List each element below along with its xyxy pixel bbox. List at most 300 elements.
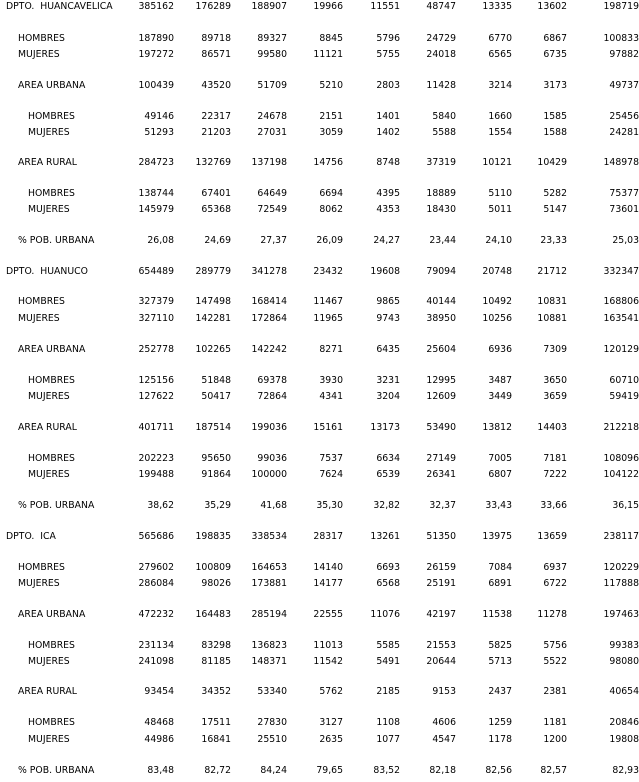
- row-cell: 125156: [138, 375, 174, 386]
- row-cell: 51350: [426, 531, 456, 542]
- row-cell: 136823: [251, 640, 287, 651]
- row-cell: 2635: [319, 734, 343, 745]
- row-cell: 43520: [201, 80, 231, 91]
- row-cell: 385162: [138, 1, 174, 12]
- row-cell: 13173: [370, 422, 400, 433]
- row-cell: 79,65: [316, 765, 343, 776]
- row-cell: 3059: [319, 127, 343, 138]
- row-cell: 6694: [319, 188, 343, 199]
- row-cell: 6770: [488, 33, 512, 44]
- row-cell: 13812: [482, 422, 512, 433]
- row-label: HOMBRES: [28, 640, 75, 651]
- row-cell: 25191: [426, 578, 456, 589]
- row-cell: 13261: [370, 531, 400, 542]
- row-cell: 7005: [488, 453, 512, 464]
- table-row: [0, 343, 639, 357]
- row-cell: 9743: [376, 313, 400, 324]
- table-row: [0, 79, 639, 93]
- row-label: HOMBRES: [28, 375, 75, 386]
- row-cell: 33,66: [540, 500, 567, 511]
- row-label: HOMBRES: [18, 33, 65, 44]
- row-cell: 4353: [376, 204, 400, 215]
- row-cell: 44986: [144, 734, 174, 745]
- row-cell: 231134: [138, 640, 174, 651]
- row-cell: 241098: [138, 656, 174, 667]
- row-cell: 75377: [609, 188, 639, 199]
- row-cell: 142242: [251, 344, 287, 355]
- row-cell: 187514: [195, 422, 231, 433]
- row-cell: 173881: [251, 578, 287, 589]
- row-label: AREA RURAL: [18, 422, 77, 433]
- row-cell: 14756: [313, 157, 343, 168]
- row-cell: 1585: [543, 111, 567, 122]
- row-cell: 11551: [370, 1, 400, 12]
- row-cell: 20748: [482, 266, 512, 277]
- row-cell: 89327: [257, 33, 287, 44]
- row-cell: 14403: [537, 422, 567, 433]
- row-cell: 72549: [257, 204, 287, 215]
- row-cell: 19608: [370, 266, 400, 277]
- row-cell: 327110: [138, 313, 174, 324]
- row-cell: 34352: [201, 686, 231, 697]
- table-row: [0, 764, 639, 778]
- row-cell: 289779: [195, 266, 231, 277]
- row-cell: 98026: [201, 578, 231, 589]
- row-cell: 138744: [138, 188, 174, 199]
- row-cell: 5588: [432, 127, 456, 138]
- table-row: [0, 421, 639, 435]
- row-cell: 8271: [319, 344, 343, 355]
- row-cell: 8748: [376, 157, 400, 168]
- row-cell: 82,93: [612, 765, 639, 776]
- row-cell: 168414: [251, 296, 287, 307]
- row-cell: 5585: [376, 640, 400, 651]
- row-cell: 6565: [488, 49, 512, 60]
- row-cell: 1077: [376, 734, 400, 745]
- row-cell: 38950: [426, 313, 456, 324]
- row-cell: 8845: [319, 33, 343, 44]
- row-cell: 6435: [376, 344, 400, 355]
- row-cell: 36,15: [612, 500, 639, 511]
- row-label: MUJERES: [18, 578, 60, 589]
- row-cell: 12609: [426, 391, 456, 402]
- row-cell: 2803: [376, 80, 400, 91]
- row-cell: 84,24: [260, 765, 287, 776]
- row-cell: 104122: [603, 469, 639, 480]
- row-cell: 35,30: [316, 500, 343, 511]
- row-cell: 25,03: [612, 235, 639, 246]
- row-cell: 120229: [603, 562, 639, 573]
- table-row: [0, 716, 639, 730]
- row-cell: 18430: [426, 204, 456, 215]
- row-cell: 28317: [313, 531, 343, 542]
- row-cell: 285194: [251, 609, 287, 620]
- row-label: AREA RURAL: [18, 157, 77, 168]
- row-cell: 148371: [251, 656, 287, 667]
- row-cell: 99580: [257, 49, 287, 60]
- row-cell: 53340: [257, 686, 287, 697]
- row-cell: 25604: [426, 344, 456, 355]
- row-cell: 3127: [319, 717, 343, 728]
- row-cell: 100000: [251, 469, 287, 480]
- row-cell: 82,72: [204, 765, 231, 776]
- row-cell: 3214: [488, 80, 512, 91]
- table-row: [0, 312, 639, 326]
- row-cell: 99036: [257, 453, 287, 464]
- row-cell: 79094: [426, 266, 456, 277]
- row-cell: 72864: [257, 391, 287, 402]
- row-cell: 341278: [251, 266, 287, 277]
- row-cell: 7624: [319, 469, 343, 480]
- row-cell: 12995: [426, 375, 456, 386]
- row-cell: 40144: [426, 296, 456, 307]
- row-cell: 26159: [426, 562, 456, 573]
- table-row: [0, 203, 639, 217]
- row-cell: 164483: [195, 609, 231, 620]
- row-cell: 13335: [482, 1, 512, 12]
- row-cell: 27,37: [260, 235, 287, 246]
- row-cell: 565686: [138, 531, 174, 542]
- row-cell: 19808: [609, 734, 639, 745]
- row-cell: 10881: [537, 313, 567, 324]
- row-cell: 2185: [376, 686, 400, 697]
- row-cell: 147498: [195, 296, 231, 307]
- row-label: MUJERES: [28, 391, 70, 402]
- row-cell: 1108: [376, 717, 400, 728]
- row-cell: 53490: [426, 422, 456, 433]
- row-cell: 11538: [482, 609, 512, 620]
- row-cell: 27031: [257, 127, 287, 138]
- table-row: [0, 187, 639, 201]
- table-row: [0, 468, 639, 482]
- row-cell: 37319: [426, 157, 456, 168]
- row-cell: 3930: [319, 375, 343, 386]
- row-cell: 401711: [138, 422, 174, 433]
- row-cell: 97882: [609, 49, 639, 60]
- row-cell: 24018: [426, 49, 456, 60]
- row-cell: 16841: [201, 734, 231, 745]
- row-cell: 238117: [603, 531, 639, 542]
- row-label: MUJERES: [28, 734, 70, 745]
- row-cell: 3659: [543, 391, 567, 402]
- row-cell: 82,57: [540, 765, 567, 776]
- row-cell: 197463: [603, 609, 639, 620]
- row-cell: 65368: [201, 204, 231, 215]
- row-label: HOMBRES: [18, 562, 65, 573]
- row-cell: 11121: [313, 49, 343, 60]
- row-cell: 32,37: [429, 500, 456, 511]
- row-cell: 26,08: [147, 235, 174, 246]
- row-cell: 100833: [603, 33, 639, 44]
- row-cell: 142281: [195, 313, 231, 324]
- row-cell: 172864: [251, 313, 287, 324]
- row-cell: 197272: [138, 49, 174, 60]
- row-cell: 7181: [543, 453, 567, 464]
- row-cell: 199488: [138, 469, 174, 480]
- row-cell: 3231: [376, 375, 400, 386]
- row-cell: 5011: [488, 204, 512, 215]
- row-cell: 187890: [138, 33, 174, 44]
- row-cell: 4341: [319, 391, 343, 402]
- row-cell: 1554: [488, 127, 512, 138]
- row-cell: 99383: [609, 640, 639, 651]
- row-cell: 51709: [257, 80, 287, 91]
- row-cell: 145979: [138, 204, 174, 215]
- table-row: [0, 639, 639, 653]
- row-cell: 9153: [432, 686, 456, 697]
- row-cell: 198835: [195, 531, 231, 542]
- row-cell: 95650: [201, 453, 231, 464]
- row-cell: 13659: [537, 531, 567, 542]
- row-cell: 3449: [488, 391, 512, 402]
- row-cell: 6867: [543, 33, 567, 44]
- table-row: [0, 374, 639, 388]
- row-cell: 5713: [488, 656, 512, 667]
- row-cell: 8062: [319, 204, 343, 215]
- row-cell: 41,68: [260, 500, 287, 511]
- table-row: [0, 530, 639, 544]
- row-cell: 17511: [201, 717, 231, 728]
- row-cell: 48468: [144, 717, 174, 728]
- row-cell: 4547: [432, 734, 456, 745]
- row-cell: 2381: [543, 686, 567, 697]
- row-label: % POB. URBANA: [18, 235, 95, 246]
- row-cell: 26,09: [316, 235, 343, 246]
- row-label: % POB. URBANA: [18, 765, 95, 776]
- table-row: [0, 452, 639, 466]
- row-cell: 19966: [313, 1, 343, 12]
- row-cell: 83,48: [147, 765, 174, 776]
- row-cell: 5210: [319, 80, 343, 91]
- row-cell: 60710: [609, 375, 639, 386]
- row-cell: 7222: [543, 469, 567, 480]
- row-cell: 89718: [201, 33, 231, 44]
- table-row: [0, 126, 639, 140]
- row-cell: 1588: [543, 127, 567, 138]
- row-cell: 3204: [376, 391, 400, 402]
- row-cell: 137198: [251, 157, 287, 168]
- row-cell: 6568: [376, 578, 400, 589]
- row-label: MUJERES: [28, 469, 70, 480]
- row-cell: 3487: [488, 375, 512, 386]
- row-cell: 199036: [251, 422, 287, 433]
- row-cell: 148978: [603, 157, 639, 168]
- row-cell: 50417: [201, 391, 231, 402]
- row-cell: 2437: [488, 686, 512, 697]
- row-cell: 6722: [543, 578, 567, 589]
- row-cell: 24,69: [204, 235, 231, 246]
- row-cell: 5762: [319, 686, 343, 697]
- row-cell: 27830: [257, 717, 287, 728]
- row-cell: 24,27: [373, 235, 400, 246]
- row-cell: 9865: [376, 296, 400, 307]
- row-cell: 93454: [144, 686, 174, 697]
- row-cell: 32,82: [373, 500, 400, 511]
- row-cell: 24678: [257, 111, 287, 122]
- row-cell: 127622: [138, 391, 174, 402]
- row-cell: 23,33: [540, 235, 567, 246]
- row-label: % POB. URBANA: [18, 500, 95, 511]
- row-cell: 98080: [609, 656, 639, 667]
- row-cell: 51293: [144, 127, 174, 138]
- row-cell: 132769: [195, 157, 231, 168]
- row-cell: 100809: [195, 562, 231, 573]
- row-cell: 286084: [138, 578, 174, 589]
- table-row: [0, 733, 639, 747]
- row-cell: 6937: [543, 562, 567, 573]
- row-cell: 3650: [543, 375, 567, 386]
- row-cell: 13975: [482, 531, 512, 542]
- table-row: [0, 0, 639, 14]
- row-label: AREA URBANA: [18, 344, 86, 355]
- row-label: MUJERES: [28, 127, 70, 138]
- row-cell: 23432: [313, 266, 343, 277]
- row-cell: 51848: [201, 375, 231, 386]
- row-cell: 1660: [488, 111, 512, 122]
- row-cell: 10121: [482, 157, 512, 168]
- row-cell: 5840: [432, 111, 456, 122]
- row-cell: 3173: [543, 80, 567, 91]
- row-cell: 25510: [257, 734, 287, 745]
- row-cell: 38,62: [147, 500, 174, 511]
- row-cell: 11965: [313, 313, 343, 324]
- row-cell: 5796: [376, 33, 400, 44]
- row-cell: 6807: [488, 469, 512, 480]
- row-cell: 6539: [376, 469, 400, 480]
- row-cell: 5825: [488, 640, 512, 651]
- row-cell: 5755: [376, 49, 400, 60]
- row-cell: 654489: [138, 266, 174, 277]
- row-label: HOMBRES: [28, 453, 75, 464]
- row-label: HOMBRES: [28, 111, 75, 122]
- row-cell: 117888: [603, 578, 639, 589]
- row-label: MUJERES: [28, 204, 70, 215]
- row-cell: 164653: [251, 562, 287, 573]
- row-cell: 4606: [432, 717, 456, 728]
- row-cell: 59419: [609, 391, 639, 402]
- row-cell: 332347: [603, 266, 639, 277]
- row-cell: 64649: [257, 188, 287, 199]
- row-cell: 73601: [609, 204, 639, 215]
- row-cell: 100439: [138, 80, 174, 91]
- row-label: AREA RURAL: [18, 686, 77, 697]
- row-cell: 18889: [426, 188, 456, 199]
- table-row: [0, 234, 639, 248]
- row-cell: 5147: [543, 204, 567, 215]
- row-cell: 163541: [603, 313, 639, 324]
- row-cell: 83298: [201, 640, 231, 651]
- row-cell: 26341: [426, 469, 456, 480]
- row-cell: 82,18: [429, 765, 456, 776]
- row-cell: 279602: [138, 562, 174, 573]
- row-cell: 48747: [426, 1, 456, 12]
- row-cell: 22317: [201, 111, 231, 122]
- table-row: [0, 499, 639, 513]
- row-label: MUJERES: [28, 656, 70, 667]
- row-cell: 1181: [543, 717, 567, 728]
- table-row: [0, 48, 639, 62]
- row-cell: 5282: [543, 188, 567, 199]
- row-cell: 21203: [201, 127, 231, 138]
- row-cell: 120129: [603, 344, 639, 355]
- row-cell: 11428: [426, 80, 456, 91]
- table-row: [0, 265, 639, 279]
- row-cell: 6735: [543, 49, 567, 60]
- row-cell: 20846: [609, 717, 639, 728]
- row-cell: 6693: [376, 562, 400, 573]
- row-cell: 42197: [426, 609, 456, 620]
- row-cell: 11013: [313, 640, 343, 651]
- row-label: HOMBRES: [28, 188, 75, 199]
- row-cell: 6936: [488, 344, 512, 355]
- row-cell: 102265: [195, 344, 231, 355]
- table-row: [0, 110, 639, 124]
- row-cell: 252778: [138, 344, 174, 355]
- row-cell: 1259: [488, 717, 512, 728]
- row-label: MUJERES: [18, 49, 60, 60]
- row-cell: 4395: [376, 188, 400, 199]
- row-cell: 7309: [543, 344, 567, 355]
- row-cell: 10831: [537, 296, 567, 307]
- row-cell: 2151: [319, 111, 343, 122]
- table-row: [0, 295, 639, 309]
- row-cell: 11278: [537, 609, 567, 620]
- row-cell: 15161: [313, 422, 343, 433]
- row-cell: 1178: [488, 734, 512, 745]
- row-cell: 5756: [543, 640, 567, 651]
- row-cell: 6634: [376, 453, 400, 464]
- row-cell: 10429: [537, 157, 567, 168]
- row-cell: 67401: [201, 188, 231, 199]
- row-cell: 198719: [603, 1, 639, 12]
- row-label: HOMBRES: [18, 296, 65, 307]
- row-cell: 69378: [257, 375, 287, 386]
- row-cell: 27149: [426, 453, 456, 464]
- row-cell: 338534: [251, 531, 287, 542]
- row-cell: 35,29: [204, 500, 231, 511]
- row-cell: 7537: [319, 453, 343, 464]
- row-cell: 5522: [543, 656, 567, 667]
- row-cell: 5491: [376, 656, 400, 667]
- row-cell: 23,44: [429, 235, 456, 246]
- row-cell: 108096: [603, 453, 639, 464]
- row-cell: 6891: [488, 578, 512, 589]
- row-cell: 176289: [195, 1, 231, 12]
- row-cell: 11467: [313, 296, 343, 307]
- row-cell: 1200: [543, 734, 567, 745]
- row-cell: 14177: [313, 578, 343, 589]
- row-label: AREA URBANA: [18, 609, 86, 620]
- row-cell: 24,10: [485, 235, 512, 246]
- row-cell: 1401: [376, 111, 400, 122]
- row-cell: 13602: [537, 1, 567, 12]
- row-cell: 10492: [482, 296, 512, 307]
- table-row: [0, 32, 639, 46]
- row-cell: 11542: [313, 656, 343, 667]
- table-row: [0, 577, 639, 591]
- row-cell: 40654: [609, 686, 639, 697]
- table-row: [0, 655, 639, 669]
- row-cell: 24729: [426, 33, 456, 44]
- table-row: [0, 608, 639, 622]
- row-cell: 168806: [603, 296, 639, 307]
- row-label: AREA URBANA: [18, 80, 86, 91]
- row-cell: 33,43: [485, 500, 512, 511]
- row-cell: 472232: [138, 609, 174, 620]
- table-row: [0, 156, 639, 170]
- row-cell: 86571: [201, 49, 231, 60]
- row-cell: 20644: [426, 656, 456, 667]
